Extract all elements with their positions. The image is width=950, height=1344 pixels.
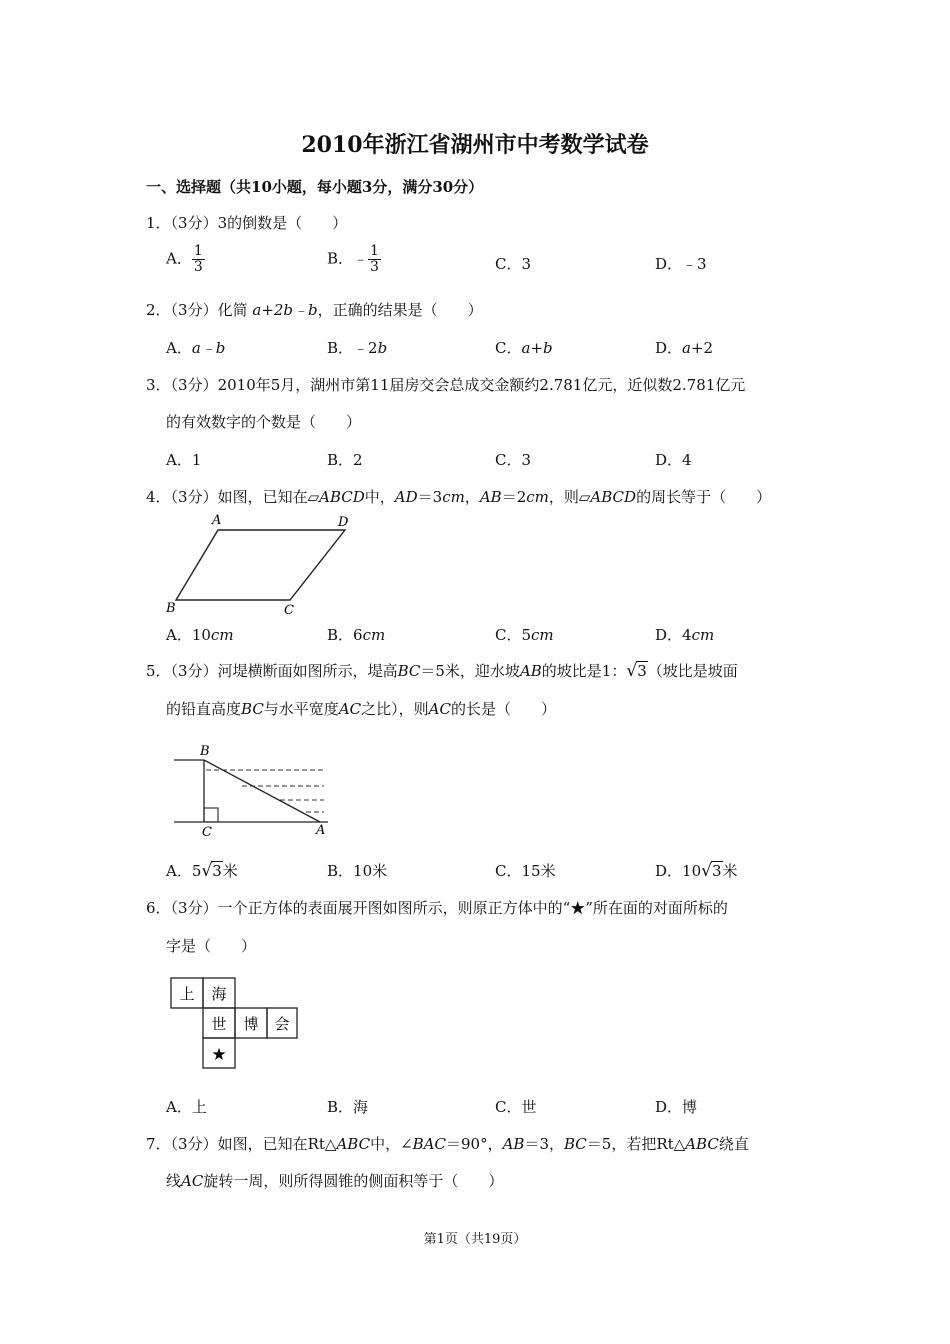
embankment-label-b: B <box>200 744 210 759</box>
q2-option-d: D．a+2 <box>655 339 714 357</box>
section-heading: 一、选择题（共10小题，每小题3分，满分30分） <box>146 178 484 196</box>
question-1 <box>146 212 347 233</box>
q6-option-a: A．上 <box>166 1098 207 1116</box>
q6-option-d: D．博 <box>655 1098 698 1116</box>
question-3: 3．（3分）2010年5月，湖州市第11届房交会总成交金额约2.781亿元，近似数2.781亿元 <box>146 376 746 394</box>
question-6-line2: 字是（ ） <box>166 937 257 955</box>
page-title: 2010年浙江省湖州市中考数学试卷 <box>301 132 649 158</box>
q1-number: 1． <box>146 214 171 232</box>
q3-option-a: A．1 <box>166 451 202 469</box>
question-7: 7．（3分）如图，已知在Rt△ABC中，∠BAC＝90°，AB＝3，BC＝5，若把Rt△ABC绕直 <box>146 1135 749 1153</box>
question-6: 6．（3分）一个正方体的表面展开图如图所示，则原正方体中的“★”所在面的对面所标的 <box>146 899 728 917</box>
page-footer: 第1页（共19页） <box>423 1232 527 1247</box>
q2-option-a: A．a﹣b <box>166 339 226 357</box>
parallelogram-figure <box>160 510 360 618</box>
vertex-label-b: B <box>166 601 176 616</box>
q5-option-d: D．10√3米 <box>655 861 738 881</box>
net-cell-bo: 博 <box>243 1015 259 1033</box>
q1-option-a: A． $\frac{1}{3}$ <box>166 243 203 275</box>
question-5-line2: 的铅直高度BC与水平宽度AC之比），则AC的长是（ ） <box>166 700 556 718</box>
q2-expression: a+2b﹣b <box>252 301 318 319</box>
net-cell-hui: 会 <box>274 1015 290 1033</box>
radical-sign: √ <box>626 661 638 681</box>
question-3-line2: 的有效数字的个数是（ ） <box>166 413 362 431</box>
question-5: 5．（3分）河堤横断面如图所示，堤高BC＝5米，迎水坡AB的坡比是1：√3（坡比是坡面 <box>146 661 738 681</box>
vertex-label-c: C <box>284 603 294 618</box>
q2-option-b: B．﹣2b <box>327 339 388 357</box>
q4-option-b: B．6cm <box>327 626 386 644</box>
q1-score: （3分） <box>170 214 218 232</box>
q2-option-c: C．a+b <box>495 339 553 357</box>
star-icon: ★ <box>211 1045 227 1065</box>
net-cell-shi: 世 <box>211 1015 227 1033</box>
q5-option-c: C．15米 <box>495 862 556 880</box>
question-7-line2: 线AC旋转一周，则所得圆锥的侧面积等于（ ） <box>166 1172 504 1190</box>
net-cell-shang: 上 <box>179 985 195 1003</box>
q6-option-b: B．海 <box>327 1098 369 1116</box>
q1-option-c: C．3 <box>495 255 532 273</box>
embankment-label-c: C <box>202 825 212 840</box>
vertex-label-d: D <box>338 515 349 530</box>
q5-option-b: B．10米 <box>327 862 388 880</box>
q4-option-a: A．10cm <box>166 626 234 644</box>
fraction: $\frac{1}{3}$ <box>193 243 203 275</box>
embankment-figure <box>170 742 340 840</box>
net-cell-hai: 海 <box>211 985 227 1003</box>
q1-option-d: D．﹣3 <box>655 255 707 273</box>
question-2: 2．（3分）化简 a+2b﹣b，正确的结果是（ ） <box>146 301 483 319</box>
fraction: $\frac{1}{3}$ <box>370 243 379 275</box>
q3-option-c: C．3 <box>495 451 532 469</box>
q1-option-b: B．﹣ $\frac{1}{3}$ <box>327 243 379 275</box>
q6-option-c: C．世 <box>495 1098 537 1116</box>
vertex-label-a: A <box>212 513 222 528</box>
question-4: 4．（3分）如图，已知在▱ABCD中，AD＝3cm，AB＝2cm，则▱ABCD的周长等于（ ） <box>146 488 772 506</box>
parallelogram-shape <box>176 530 345 600</box>
q3-option-d: D．4 <box>655 451 692 469</box>
q3-option-b: B．2 <box>327 451 363 469</box>
embankment-label-a: A <box>316 823 326 838</box>
q1-text: 3的倒数是（ ） <box>217 214 348 232</box>
q4-option-d: D．4cm <box>655 626 715 644</box>
cube-net-figure <box>166 974 302 1074</box>
q5-option-a: A．5√3米 <box>166 861 238 881</box>
q4-option-c: C．5cm <box>495 626 554 644</box>
